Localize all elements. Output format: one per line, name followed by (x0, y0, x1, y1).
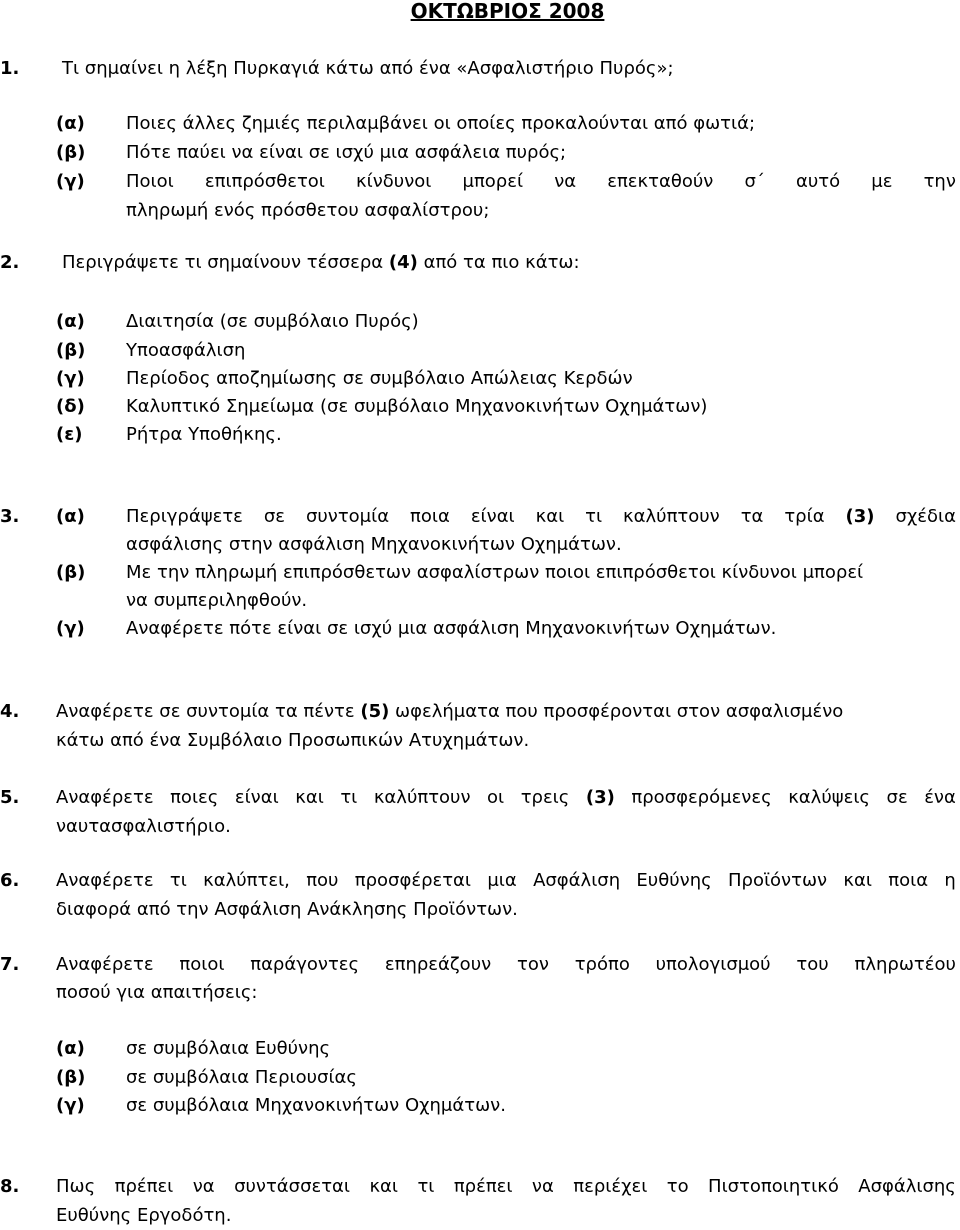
q7-a-label: (α) (56, 1038, 85, 1059)
q2-e-label: (ε) (56, 424, 83, 445)
q1-b-text: Πότε παύει να είναι σε ισχύ μια ασφάλεια πυρός; (126, 142, 567, 163)
word: τρία (784, 506, 825, 527)
word: και (295, 787, 324, 808)
q1-c-label: (γ) (56, 171, 85, 192)
q3-b-text: Με την πληρωμή επιπρόσθετων ασφαλίστρων ποιοι επιπρόσθετοι κίνδυνοι μπορεί (126, 562, 864, 583)
q4-count: (5) (360, 701, 390, 722)
word: κίνδυνοι (356, 171, 432, 192)
word: είναι (234, 787, 279, 808)
q3-a-text (126, 505, 956, 529)
q7-c-text: σε συμβόλαια Μηχανοκινήτων Οχημάτων. (126, 1095, 506, 1116)
q2-text-part: από τα πιο κάτω: (417, 252, 580, 273)
word: καλύπτουν (623, 506, 720, 527)
word: τι (417, 1176, 435, 1197)
word: επεκταθούν (607, 171, 714, 192)
word: ποιοι (179, 954, 225, 975)
q3-c-label: (γ) (56, 618, 85, 639)
question-8-continuation: Ευθύνης Εργοδότη. (56, 1205, 232, 1226)
word: να (531, 1176, 554, 1197)
q1-b-label: (β) (56, 142, 86, 163)
question-4-number: 4. (0, 701, 20, 722)
q1-c-text (126, 170, 956, 194)
word: ποιες (170, 787, 219, 808)
word: ποια (410, 506, 450, 527)
q2-b-text: Υποασφάλιση (126, 340, 246, 361)
word: η (944, 870, 956, 891)
question-5-continuation: ναυτασφαλιστήριο. (56, 816, 231, 837)
word: σε (263, 506, 285, 527)
word: Ασφάλισης (858, 1176, 956, 1197)
word: σε (886, 787, 908, 808)
word: τα (740, 506, 764, 527)
word: Αναφέρετε (56, 870, 154, 891)
q7-a-text: σε συμβόλαια Ευθύνης (126, 1038, 331, 1059)
q1-c-continuation: πληρωμή ενός πρόσθετου ασφαλίστρου; (126, 200, 490, 221)
word: πρέπει (114, 1176, 174, 1197)
question-4-text (56, 700, 843, 724)
question-8-number: 8. (0, 1176, 20, 1197)
word: Ευθύνης (636, 870, 712, 891)
question-1-number: 1. (0, 58, 20, 79)
question-8-text (56, 1175, 956, 1199)
word: ένα (924, 787, 956, 808)
word: Πως (56, 1176, 96, 1197)
word: συντομία (305, 506, 390, 527)
word: Ασφάλιση (533, 870, 621, 891)
word: να (192, 1176, 215, 1197)
word: τι (585, 506, 603, 527)
question-5-number: 5. (0, 787, 20, 808)
question-7-number: 7. (0, 954, 20, 975)
page-title: ΟΚΤΩΒΡΙΟΣ 2008 (410, 0, 605, 23)
word: και (369, 1176, 399, 1197)
word: αυτό (796, 171, 841, 192)
word: πληρωτέου (854, 954, 956, 975)
question-2-text (62, 251, 580, 275)
word: Ποιοι (126, 171, 174, 192)
q2-text-part: Περιγράψετε τι σημαίνουν τέσσερα (62, 252, 389, 273)
question-7-text (56, 953, 956, 977)
question-5-text (56, 786, 956, 810)
word: Πιστοποιητικό (708, 1176, 839, 1197)
word: είναι (470, 506, 515, 527)
q3-b-label: (β) (56, 562, 86, 583)
word: τι (340, 787, 358, 808)
word: Αναφέρετε (56, 787, 154, 808)
question-7-continuation: ποσού για απαιτήσεις: (56, 982, 258, 1003)
question-3-number: 3. (0, 506, 20, 527)
question-2-number: 2. (0, 252, 20, 273)
q1-a-text: Ποιες άλλες ζημιές περιλαμβάνει οι οποίες προκαλούνται από φωτιά; (126, 113, 756, 134)
word: του (796, 954, 829, 975)
q3-a-continuation: ασφάλισης στην ασφάλιση Μηχανοκινήτων Οχημάτων. (126, 534, 622, 555)
q2-b-label: (β) (56, 340, 86, 361)
word: καλύπτει, (203, 870, 290, 891)
word: ποια (888, 870, 929, 891)
word: προσφερόμενες (631, 787, 772, 808)
word: περιέχει (573, 1176, 648, 1197)
q2-a-label: (α) (56, 311, 85, 332)
q3-a-label: (α) (56, 506, 85, 527)
word: καλύψεις (788, 787, 870, 808)
q3-b-continuation: να συμπεριληφθούν. (126, 590, 308, 611)
word: την (923, 171, 956, 192)
q2-c-text: Περίοδος αποζημίωσης σε συμβόλαιο Απώλειας Κερδών (126, 368, 633, 389)
word: (3) (585, 787, 615, 808)
word: υπολογισμού (655, 954, 771, 975)
q2-a-text: Διαιτησία (σε συμβόλαιο Πυρός) (126, 311, 419, 332)
word: το (666, 1176, 689, 1197)
word: τον (516, 954, 549, 975)
word: τι (169, 870, 187, 891)
q2-c-label: (γ) (56, 368, 85, 389)
q7-b-label: (β) (56, 1067, 86, 1088)
q2-d-label: (δ) (56, 396, 85, 417)
word: πρέπει (453, 1176, 513, 1197)
word: σχέδια (895, 506, 956, 527)
question-6-continuation: διαφορά από την Ασφάλιση Ανάκλησης Προϊόντων. (56, 899, 518, 920)
word: καλύπτουν (373, 787, 471, 808)
q7-b-text: σε συμβόλαια Περιουσίας (126, 1067, 357, 1088)
word: και (535, 506, 565, 527)
q4-text-part: ωφελήματα που προσφέρονται στον ασφαλισμένο (389, 701, 844, 722)
word: Περιγράψετε (126, 506, 243, 527)
word: με (871, 171, 893, 192)
word: Αναφέρετε (56, 954, 154, 975)
word: και (843, 870, 872, 891)
word: να (554, 171, 577, 192)
question-4-continuation: κάτω από ένα Συμβόλαιο Προσωπικών Ατυχημάτων. (56, 730, 530, 751)
q7-c-label: (γ) (56, 1095, 85, 1116)
word: οι (487, 787, 505, 808)
word: Προϊόντων (727, 870, 828, 891)
word: μπορεί (462, 171, 524, 192)
q1-a-label: (α) (56, 113, 85, 134)
word: που (306, 870, 339, 891)
word: επιπρόσθετοι (204, 171, 325, 192)
question-6-number: 6. (0, 870, 20, 891)
word: παράγοντες (250, 954, 360, 975)
word: σ΄ (744, 171, 765, 192)
q3-c-text: Αναφέρετε πότε είναι σε ισχύ μια ασφάλιση Μηχανοκινήτων Οχημάτων. (126, 618, 777, 639)
question-1-text: Τι σημαίνει η λέξη Πυρκαγιά κάτω από ένα «Ασφαλιστήριο Πυρός»; (62, 58, 674, 79)
word: προσφέρεται (354, 870, 472, 891)
q2-e-text: Ρήτρα Υποθήκης. (126, 424, 282, 445)
word: τρεις (520, 787, 570, 808)
q2-d-text: Καλυπτικό Σημείωμα (σε συμβόλαιο Μηχανοκινήτων Οχημάτων) (126, 396, 708, 417)
word: επηρεάζουν (384, 954, 492, 975)
word: τρόπο (574, 954, 630, 975)
word: συντάσσεται (234, 1176, 350, 1197)
q2-count: (4) (388, 252, 418, 273)
question-6-text (56, 869, 956, 893)
word: μια (487, 870, 517, 891)
word: (3) (845, 506, 875, 527)
q4-text-part: Αναφέρετε σε συντομία τα πέντε (56, 701, 361, 722)
